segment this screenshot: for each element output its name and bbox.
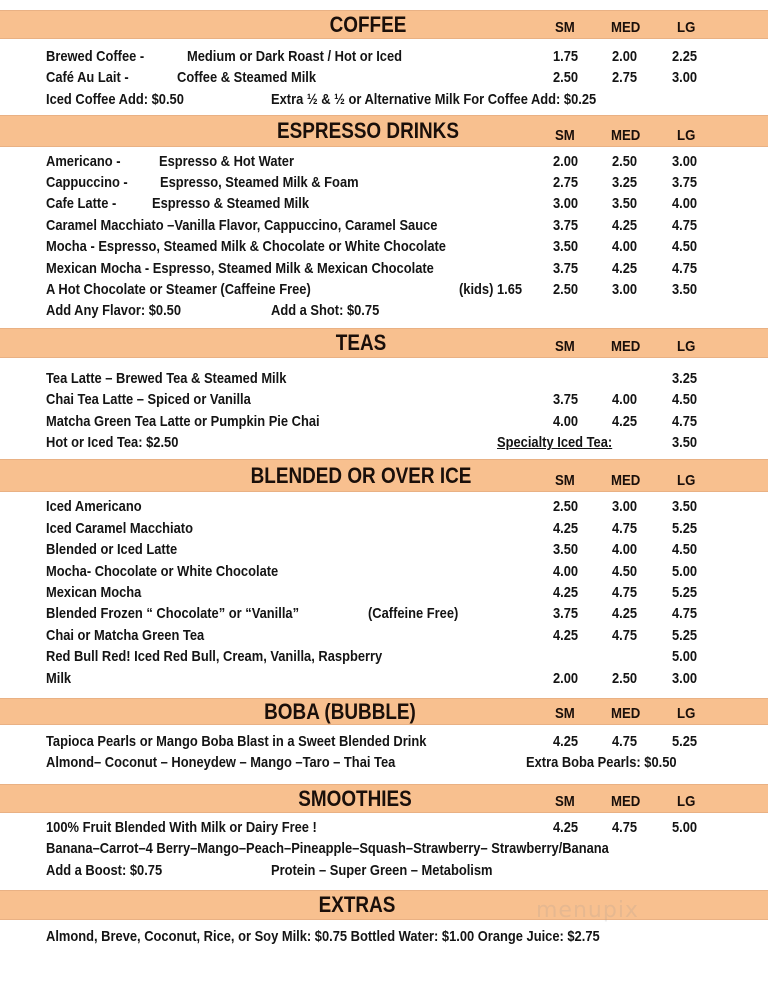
item-name: Mexican Mocha bbox=[46, 584, 142, 601]
price-sm: 3.75 bbox=[553, 391, 579, 408]
extras-text: Almond, Breve, Coconut, Rice, or Soy Milk: $0.75 Bottled Water: $1.00 Orange Juice: $2.75 bbox=[46, 928, 600, 945]
size-sm-label: SM bbox=[555, 705, 575, 722]
price-lg: 5.25 bbox=[672, 584, 698, 601]
addon-note: Hot or Iced Tea: $2.50 bbox=[46, 434, 179, 451]
size-med-label: MED bbox=[611, 19, 641, 36]
price-sm: 2.50 bbox=[553, 69, 579, 86]
item-name: A Hot Chocolate or Steamer (Caffeine Free) bbox=[46, 281, 311, 298]
specialty-iced-tea-price: 3.50 bbox=[672, 434, 698, 451]
price-lg: 4.75 bbox=[672, 605, 698, 622]
menu-item bbox=[0, 389, 768, 410]
item-name: Milk bbox=[46, 670, 72, 687]
price-lg: 5.25 bbox=[672, 733, 698, 750]
item-extra: (Caffeine Free) bbox=[368, 605, 459, 622]
addon-note: Extra ½ & ½ or Alternative Milk For Coffee Add: $0.25 bbox=[271, 91, 597, 108]
item-name: Matcha Green Tea Latte or Pumpkin Pie Chai bbox=[46, 413, 320, 430]
price-sm: 2.50 bbox=[553, 498, 579, 515]
teas-addons bbox=[0, 432, 768, 453]
size-sm-label: SM bbox=[555, 338, 575, 355]
price-med: 2.50 bbox=[612, 153, 638, 170]
item-name: Cappuccino - bbox=[46, 174, 128, 191]
smoothies-header-band bbox=[0, 784, 768, 813]
item-name: Tea Latte – Brewed Tea & Steamed Milk bbox=[46, 370, 287, 387]
coffee-header-band bbox=[0, 10, 768, 39]
price-sm: 4.25 bbox=[553, 627, 579, 644]
size-med-label: MED bbox=[611, 793, 641, 810]
menu-item bbox=[0, 215, 768, 236]
size-med-label: MED bbox=[611, 338, 641, 355]
size-sm-label: SM bbox=[555, 472, 575, 489]
price-med: 4.00 bbox=[612, 541, 638, 558]
item-name: Cafe Latte - bbox=[46, 195, 117, 212]
menu-item bbox=[0, 518, 768, 539]
menupix-watermark: menupix bbox=[536, 898, 639, 923]
size-lg-label: LG bbox=[677, 793, 696, 810]
price-med: 4.75 bbox=[612, 627, 638, 644]
price-med: 4.25 bbox=[612, 413, 638, 430]
boba-header-band bbox=[0, 698, 768, 725]
espresso-title: ESPRESSO DRINKS bbox=[277, 118, 459, 143]
item-name: Tapioca Pearls or Mango Boba Blast in a Sweet Blended Drink bbox=[46, 733, 427, 750]
price-sm: 2.00 bbox=[553, 153, 579, 170]
kids-price: (kids) 1.65 bbox=[459, 281, 523, 298]
espresso-header-band bbox=[0, 115, 768, 147]
price-med: 4.50 bbox=[612, 563, 638, 580]
price-med: 3.00 bbox=[612, 498, 638, 515]
size-sm-label: SM bbox=[555, 793, 575, 810]
size-sm-label: SM bbox=[555, 19, 575, 36]
price-sm: 4.00 bbox=[553, 413, 579, 430]
price-lg: 4.75 bbox=[672, 260, 698, 277]
price-med: 4.25 bbox=[612, 260, 638, 277]
menu-item bbox=[0, 258, 768, 279]
menu-item bbox=[0, 817, 768, 838]
price-sm: 4.25 bbox=[553, 520, 579, 537]
menu-item bbox=[0, 151, 768, 172]
addon-note: Iced Coffee Add: $0.50 bbox=[46, 91, 184, 108]
price-sm: 4.25 bbox=[553, 819, 579, 836]
price-sm: 1.75 bbox=[553, 48, 579, 65]
price-med: 2.00 bbox=[612, 48, 638, 65]
size-lg-label: LG bbox=[677, 338, 696, 355]
boba-title: BOBA (BUBBLE) bbox=[264, 698, 416, 724]
item-desc: Espresso & Steamed Milk bbox=[152, 195, 310, 212]
price-lg: 5.25 bbox=[672, 520, 698, 537]
menu-item bbox=[0, 731, 768, 752]
item-name: 100% Fruit Blended With Milk or Dairy Free ! bbox=[46, 819, 317, 836]
price-med: 4.25 bbox=[612, 217, 638, 234]
price-sm: 4.00 bbox=[553, 563, 579, 580]
item-name: Blended or Iced Latte bbox=[46, 541, 178, 558]
price-lg: 4.50 bbox=[672, 541, 698, 558]
price-lg: 5.00 bbox=[672, 563, 698, 580]
extras-line bbox=[0, 926, 768, 947]
price-lg: 4.50 bbox=[672, 391, 698, 408]
size-med-label: MED bbox=[611, 127, 641, 144]
item-desc: Espresso, Steamed Milk & Foam bbox=[160, 174, 359, 191]
price-med: 4.75 bbox=[612, 733, 638, 750]
item-desc: Medium or Dark Roast / Hot or Iced bbox=[187, 48, 403, 65]
price-sm: 3.75 bbox=[553, 605, 579, 622]
price-lg: 5.00 bbox=[672, 648, 698, 665]
price-med: 4.75 bbox=[612, 520, 638, 537]
price-lg: 4.75 bbox=[672, 217, 698, 234]
price-sm: 3.50 bbox=[553, 238, 579, 255]
extra-boba-pearls: Extra Boba Pearls: $0.50 bbox=[526, 754, 677, 771]
menu-item bbox=[0, 172, 768, 193]
price-sm: 2.75 bbox=[553, 174, 579, 191]
menu-item bbox=[0, 368, 768, 389]
boost-label: Add a Boost: $0.75 bbox=[46, 862, 163, 879]
price-lg: 4.75 bbox=[672, 413, 698, 430]
size-sm-label: SM bbox=[555, 127, 575, 144]
item-name: Mocha - Espresso, Steamed Milk & Chocolate or White Chocolate bbox=[46, 238, 446, 255]
menu-item bbox=[0, 236, 768, 257]
item-name: Iced Americano bbox=[46, 498, 142, 515]
teas-title: TEAS bbox=[335, 330, 387, 355]
boost-options: Protein – Super Green – Metabolism bbox=[271, 862, 493, 879]
price-med: 4.00 bbox=[612, 391, 638, 408]
price-sm: 3.75 bbox=[553, 260, 579, 277]
teas-header-band bbox=[0, 328, 768, 358]
price-med: 2.75 bbox=[612, 69, 638, 86]
menu-item bbox=[0, 646, 768, 667]
price-sm: 3.50 bbox=[553, 541, 579, 558]
size-lg-label: LG bbox=[677, 472, 696, 489]
addon-note: Add Any Flavor: $0.50 bbox=[46, 302, 182, 319]
item-name: Brewed Coffee - bbox=[46, 48, 145, 65]
blended-title: BLENDED OR OVER ICE bbox=[250, 462, 472, 488]
price-lg: 5.25 bbox=[672, 627, 698, 644]
menu-item bbox=[0, 603, 768, 624]
item-name: Chai or Matcha Green Tea bbox=[46, 627, 205, 644]
price-med: 4.00 bbox=[612, 238, 638, 255]
boba-flavors bbox=[0, 752, 768, 773]
price-med: 4.25 bbox=[612, 605, 638, 622]
coffee-title: COFFEE bbox=[329, 11, 407, 37]
menu-item bbox=[0, 67, 768, 88]
menu-item bbox=[0, 496, 768, 517]
menu-item bbox=[0, 668, 768, 689]
menu-item bbox=[0, 582, 768, 603]
price-lg: 3.00 bbox=[672, 670, 698, 687]
size-med-label: MED bbox=[611, 705, 641, 722]
price-lg: 3.00 bbox=[672, 69, 698, 86]
price-sm: 3.75 bbox=[553, 217, 579, 234]
price-lg: 3.50 bbox=[672, 281, 698, 298]
price-med: 2.50 bbox=[612, 670, 638, 687]
price-lg: 3.50 bbox=[672, 498, 698, 515]
extras-title: EXTRAS bbox=[318, 892, 396, 917]
espresso-addons bbox=[0, 300, 768, 321]
menu-item bbox=[0, 561, 768, 582]
coffee-addons bbox=[0, 89, 768, 110]
price-med: 3.00 bbox=[612, 281, 638, 298]
price-lg: 2.25 bbox=[672, 48, 698, 65]
specialty-iced-tea-label: Specialty Iced Tea: bbox=[497, 434, 613, 451]
item-desc: Coffee & Steamed Milk bbox=[177, 69, 317, 86]
menu-item bbox=[0, 539, 768, 560]
menu-item bbox=[0, 46, 768, 67]
item-name: Iced Caramel Macchiato bbox=[46, 520, 193, 537]
menu-item bbox=[0, 625, 768, 646]
smoothies-title: SMOOTHIES bbox=[298, 785, 412, 811]
price-med: 3.50 bbox=[612, 195, 638, 212]
item-name: Café Au Lait - bbox=[46, 69, 129, 86]
price-lg: 5.00 bbox=[672, 819, 698, 836]
extras-header-band bbox=[0, 890, 768, 920]
price-sm: 2.00 bbox=[553, 670, 579, 687]
size-lg-label: LG bbox=[677, 705, 696, 722]
price-sm: 2.50 bbox=[553, 281, 579, 298]
price-lg: 4.50 bbox=[672, 238, 698, 255]
flavor-list: Almond– Coconut – Honeydew – Mango –Taro – Thai Tea bbox=[46, 754, 396, 771]
smoothie-flavors bbox=[0, 838, 768, 859]
menu-item bbox=[0, 279, 768, 300]
blended-header-band bbox=[0, 459, 768, 492]
price-sm: 3.00 bbox=[553, 195, 579, 212]
item-name: Mexican Mocha - Espresso, Steamed Milk & Mexican Chocolate bbox=[46, 260, 434, 277]
item-desc: Espresso & Hot Water bbox=[159, 153, 295, 170]
price-lg: 3.00 bbox=[672, 153, 698, 170]
size-lg-label: LG bbox=[677, 19, 696, 36]
item-name: Caramel Macchiato –Vanilla Flavor, Cappuccino, Caramel Sauce bbox=[46, 217, 438, 234]
price-lg: 4.00 bbox=[672, 195, 698, 212]
price-med: 4.75 bbox=[612, 819, 638, 836]
size-lg-label: LG bbox=[677, 127, 696, 144]
flavor-list: Banana–Carrot–4 Berry–Mango–Peach–Pineapple–Squash–Strawberry– Strawberry/Banana bbox=[46, 840, 609, 857]
item-name: Blended Frozen “ Chocolate” or “Vanilla” bbox=[46, 605, 300, 622]
item-name: Mocha- Chocolate or White Chocolate bbox=[46, 563, 279, 580]
menu-item bbox=[0, 193, 768, 214]
addon-note: Add a Shot: $0.75 bbox=[271, 302, 380, 319]
price-med: 4.75 bbox=[612, 584, 638, 601]
item-name: Americano - bbox=[46, 153, 121, 170]
item-name: Chai Tea Latte – Spiced or Vanilla bbox=[46, 391, 251, 408]
price-lg: 3.75 bbox=[672, 174, 698, 191]
size-med-label: MED bbox=[611, 472, 641, 489]
price-sm: 4.25 bbox=[553, 584, 579, 601]
smoothie-boost bbox=[0, 860, 768, 881]
price-lg: 3.25 bbox=[672, 370, 698, 387]
menu-item bbox=[0, 411, 768, 432]
price-sm: 4.25 bbox=[553, 733, 579, 750]
item-name: Red Bull Red! Iced Red Bull, Cream, Vanilla, Raspberry bbox=[46, 648, 383, 665]
price-med: 3.25 bbox=[612, 174, 638, 191]
